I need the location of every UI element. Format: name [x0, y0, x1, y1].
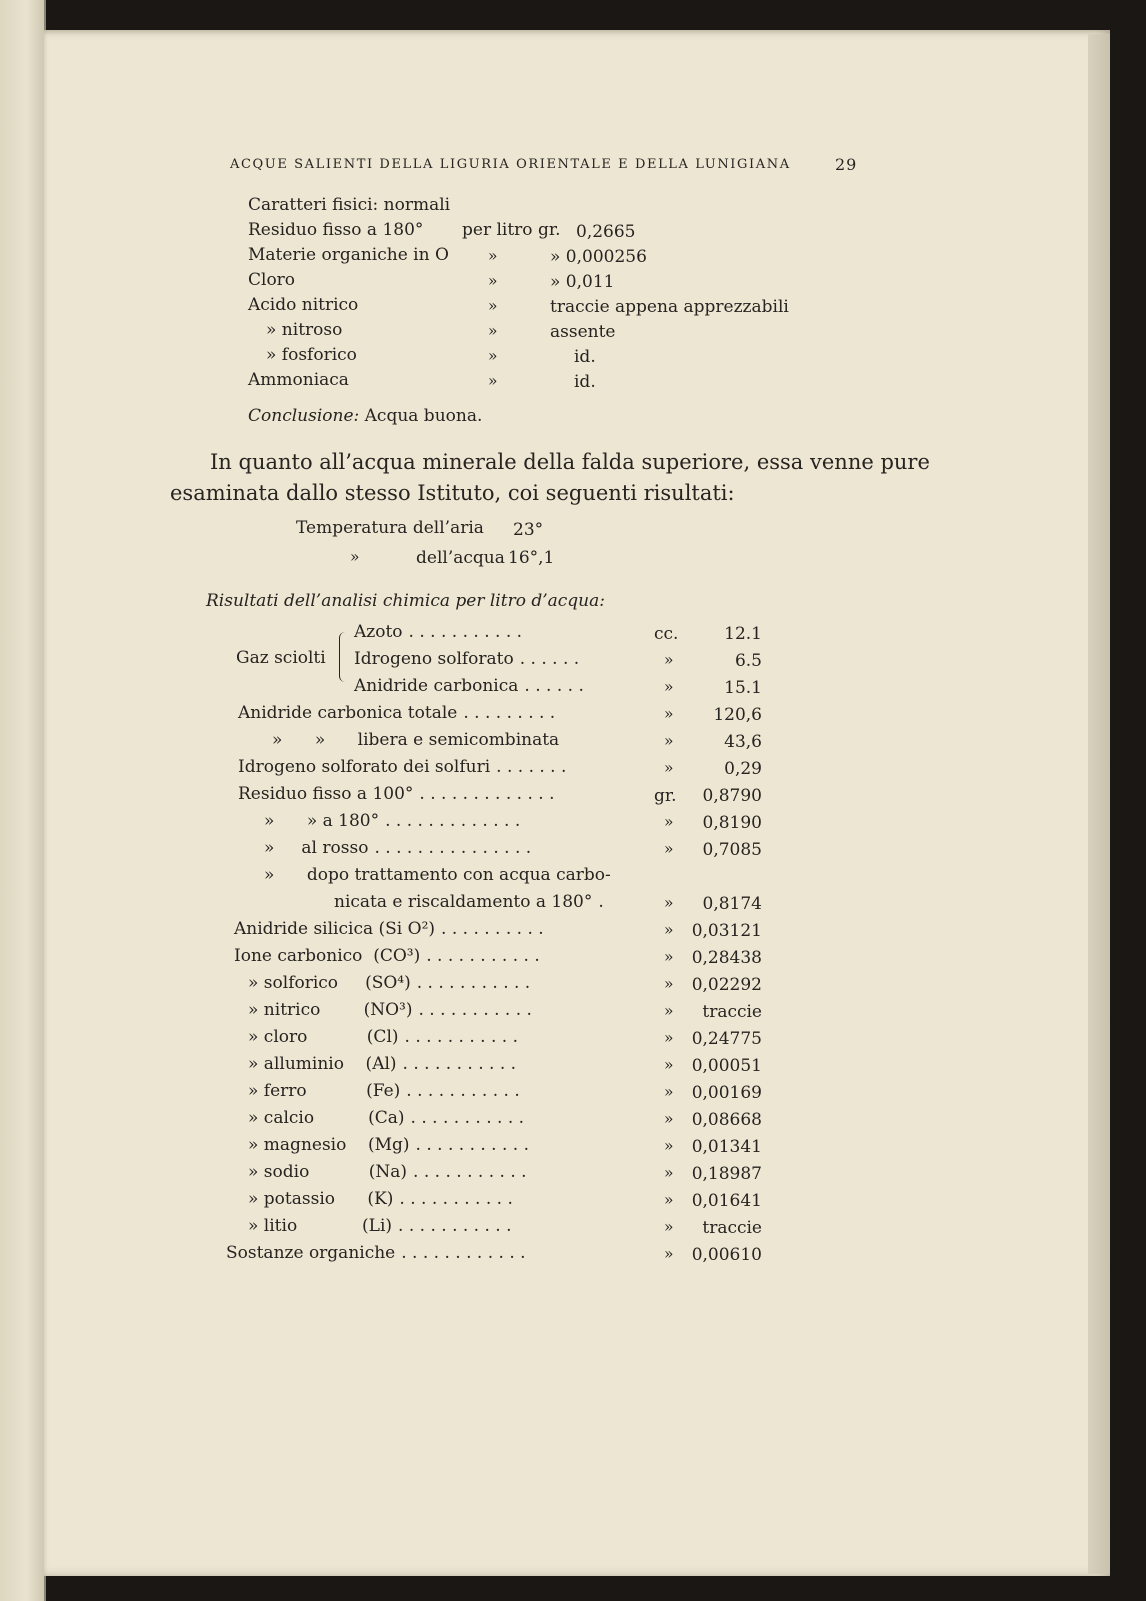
analysis-row-leader-dots: . . . . . .: [519, 649, 580, 669]
analysis-row-label: » potassio (K): [248, 1189, 394, 1209]
analysis-row-leader-dots: .: [598, 892, 604, 912]
analysis-row-unit: »: [664, 705, 674, 723]
analysis-row-leader-dots: . . . . . . . . . . .: [416, 973, 531, 993]
gas-group-brace: [339, 632, 350, 682]
analysis-row-value: 0,00051: [691, 1056, 762, 1076]
a1-label: » nitroso: [266, 320, 343, 340]
a1-label: » fosforico: [266, 345, 357, 365]
analysis-row-label: » litio (Li): [248, 1216, 393, 1236]
a1-value: 0,2665: [576, 222, 636, 242]
book-left-edge: [0, 0, 46, 1601]
a1-unit: »: [488, 347, 498, 365]
analysis-row-unit: »: [664, 948, 674, 966]
a1-unit: »: [488, 247, 498, 265]
analysis-row-label: » alluminio (Al): [248, 1054, 397, 1074]
a1-value: traccie appena apprezzabili: [550, 297, 789, 317]
analysis-row-value: 0,01341: [691, 1137, 762, 1157]
analysis-row-label: Residuo fisso a 100°: [238, 784, 414, 804]
analysis-row-leader-dots: . . . . . . . . . . .: [415, 1135, 530, 1155]
analysis-row-value: 0,28438: [691, 948, 762, 968]
a1-label: Caratteri fisici: normali: [248, 195, 451, 215]
analysis-row-label: Sostanze organiche: [226, 1243, 396, 1263]
analysis-row-label: » dopo trattamento con acqua carbo-: [264, 865, 611, 885]
a1-unit: per litro gr.: [462, 220, 561, 240]
analysis-row-unit: »: [664, 759, 674, 777]
analysis-row-label: » » a 180°: [264, 811, 380, 831]
analysis-row-value: 0,18987: [691, 1164, 762, 1184]
analysis-row-unit: »: [664, 1083, 674, 1101]
analysis-row-unit: »: [664, 1110, 674, 1128]
analysis-row-value: 12.1: [724, 624, 762, 644]
analysis-row-leader-dots: . . . . . . . . . . .: [413, 1162, 527, 1182]
analysis-row-leader-dots: . . . . . . . . . . .: [399, 1189, 513, 1209]
analysis-row-label: » magnesio (Mg): [248, 1135, 410, 1155]
analysis-row-value: traccie: [702, 1218, 762, 1238]
analysis-row-label: Idrogeno solforato dei solfuri: [238, 757, 491, 777]
a1-value: assente: [550, 322, 616, 342]
analysis-row-unit: »: [664, 1245, 674, 1263]
a1-label: Ammoniaca: [248, 370, 349, 390]
analysis-row-unit: »: [664, 1056, 674, 1074]
analysis-row-label: » calcio (Ca): [248, 1108, 405, 1128]
analysis-row-leader-dots: . . . . . . . . .: [463, 703, 556, 723]
conclusion: [248, 406, 482, 426]
analysis-row-leader-dots: . . . . . . . . . . .: [426, 946, 540, 966]
analysis-row-leader-dots: . . . . . . . . . .: [441, 919, 544, 939]
paragraph-line-1: In quanto all’acqua minerale della falda superiore, essa venne pure: [210, 450, 930, 474]
analysis-row-value: 6.5: [734, 651, 762, 671]
analysis-row-label: Anidride silicica (Si O²): [234, 919, 436, 939]
temp-air-label: Temperatura dell’aria: [296, 518, 484, 538]
analysis-row-leader-dots: . . . . . . . . . . .: [408, 622, 523, 642]
a1-value: » 0,011: [550, 272, 615, 292]
analysis-row-value: 0,8790: [702, 786, 762, 806]
analysis-row-value: 15.1: [724, 678, 762, 698]
analysis-row-label: Idrogeno solforato: [354, 649, 514, 669]
analysis-row-leader-dots: . . . . . . .: [496, 757, 567, 777]
a1-value: id.: [574, 347, 596, 367]
analysis-row-leader-dots: . . . . . . . . . . .: [418, 1000, 532, 1020]
analysis-row-value: 0,8174: [702, 894, 762, 914]
conclusion-label: Conclusione:: [248, 406, 360, 426]
analysis-row-unit: »: [664, 1137, 674, 1155]
analysis-row-unit: gr.: [654, 786, 677, 806]
analysis-row-label: Anidride carbonica: [354, 676, 519, 696]
page-right-edge: [1088, 34, 1110, 1574]
analysis-row-value: 0,00610: [691, 1245, 762, 1265]
analysis-row-value: 0,7085: [702, 840, 762, 860]
gas-group-label: Gaz sciolti: [236, 648, 326, 668]
temp-air-value: 23°: [513, 520, 544, 540]
analysis-row-label: Azoto: [354, 622, 403, 642]
a1-label: Materie organiche in O: [248, 245, 449, 265]
analysis-row-unit: »: [664, 1164, 674, 1182]
analysis-row-label: » cloro (Cl): [248, 1027, 399, 1047]
a1-value: » 0,000256: [550, 247, 647, 267]
analysis-row-label: » sodio (Na): [248, 1162, 408, 1182]
analysis-row-leader-dots: . . . . . . . . . . . . .: [419, 784, 555, 804]
analysis-row-label: » solforico (SO⁴): [248, 973, 411, 993]
temp-water-value: 16°,1: [508, 548, 555, 568]
analysis-row-unit: cc.: [654, 624, 679, 644]
analysis-row-leader-dots: . . . . . . . . . . .: [410, 1108, 525, 1128]
analysis-row-unit: »: [664, 813, 674, 831]
analysis-row-label: Anidride carbonica totale: [238, 703, 458, 723]
analysis-row-unit: »: [664, 894, 674, 912]
conclusion-text: Acqua buona.: [364, 406, 483, 426]
analysis-row-leader-dots: . . . . . . . . . . .: [402, 1054, 517, 1074]
page-number: 29: [835, 155, 858, 174]
analysis-row-label: » nitrico (NO³): [248, 1000, 413, 1020]
analysis-row-value: 0,03121: [691, 921, 762, 941]
analysis-row-leader-dots: . . . . . . . . . . .: [398, 1216, 512, 1236]
a1-unit: »: [488, 322, 498, 340]
paragraph-line-2: esaminata dallo stesso Istituto, coi seguenti risultati:: [170, 481, 735, 505]
analysis-row-leader-dots: . . . . . . . . . . .: [406, 1081, 520, 1101]
analysis-row-value: 0,29: [724, 759, 762, 779]
analysis-row-value: 0,08668: [691, 1110, 762, 1130]
analysis-row-label: » » libera e semicombinata: [272, 730, 560, 750]
analysis-2-title: Risultati dell’analisi chimica per litro d’acqua:: [206, 591, 605, 611]
analysis-row-value: 0,24775: [691, 1029, 762, 1049]
temp-water-ditto: »: [350, 548, 360, 566]
analysis-row-leader-dots: . . . . . . . . . . . .: [401, 1243, 526, 1263]
a1-unit: »: [488, 297, 498, 315]
analysis-row-label: Ione carbonico (CO³): [234, 946, 421, 966]
analysis-row-unit: »: [664, 1029, 674, 1047]
a1-label: Residuo fisso a 180°: [248, 220, 424, 240]
analysis-row-leader-dots: . . . . . . . . . . .: [404, 1027, 518, 1047]
a1-value: id.: [574, 372, 596, 392]
analysis-row-value: traccie: [702, 1002, 762, 1022]
analysis-row-value: 0,01641: [691, 1191, 762, 1211]
analysis-row-value: 0,02292: [691, 975, 762, 995]
analysis-row-label: nicata e riscaldamento a 180°: [334, 892, 593, 912]
running-title: ACQUE SALIENTI DELLA LIGURIA ORIENTALE E DELLA LUNIGIANA: [230, 157, 791, 172]
analysis-row-unit: »: [664, 840, 674, 858]
analysis-row-unit: »: [664, 678, 674, 696]
a1-label: Cloro: [248, 270, 296, 290]
analysis-row-unit: »: [664, 1218, 674, 1236]
a1-unit: »: [488, 272, 498, 290]
temp-water-label: dell’acqua: [416, 548, 505, 568]
analysis-row-value: 120,6: [713, 705, 762, 725]
analysis-row-value: 0,8190: [702, 813, 762, 833]
a1-unit: »: [488, 372, 498, 390]
analysis-row-leader-dots: . . . . . . . . . . . . . . .: [374, 838, 532, 858]
analysis-row-unit: »: [664, 975, 674, 993]
analysis-row-leader-dots: . . . . . . . . . . . . .: [385, 811, 521, 831]
analysis-row-value: 0,00169: [691, 1083, 762, 1103]
analysis-row-label: » al rosso: [264, 838, 369, 858]
analysis-row-unit: »: [664, 921, 674, 939]
analysis-row-label: » ferro (Fe): [248, 1081, 401, 1101]
analysis-row-unit: »: [664, 732, 674, 750]
analysis-row-unit: »: [664, 1191, 674, 1209]
analysis-row-leader-dots: . . . . . .: [524, 676, 584, 696]
analysis-row-unit: »: [664, 1002, 674, 1020]
analysis-row-unit: »: [664, 651, 674, 669]
analysis-row-value: 43,6: [724, 732, 762, 752]
a1-label: Acido nitrico: [248, 295, 359, 315]
